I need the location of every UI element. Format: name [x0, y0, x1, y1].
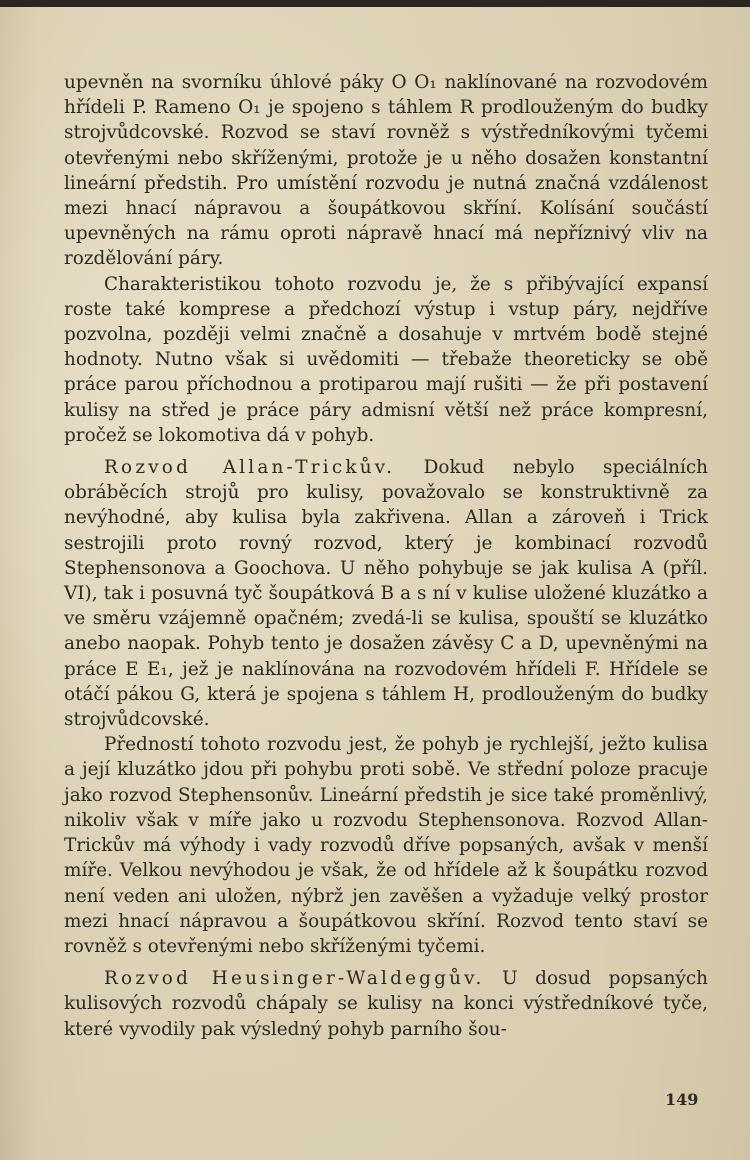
paragraph-2: Charakteristikou tohoto rozvodu je, že s přibývající expansí roste také komprese a předchozí výstup i vstup páry, nejdříve pozvolna, později velmi značně a dosahuje v mrtvém bodě stejné hodnoty. Nutno však si uvědomiti — třebaže theoreticky se obě práce parou příchodnou a protiparou mají rušiti — že při postavení kulisy na střed je práce páry admisní větší než práce kompresní, pročež se lokomotiva dá v pohyb. — [64, 273, 708, 446]
section-text-allan-trick: Dokud nebylo speciálních obráběcích strojů pro kulisy, považovalo se konstruktivně za nevýhodné, aby kulisa byla zakřivena. Allan a zároveň i Trick sestrojili proto rovný rozvod, který je kombinací rozvodů Stephensonova a Goochova. U něho pohybuje se jak kulisa A (příl. VI), tak i posuvná tyč šoupátková B a s ní v kulise uložené kluzátko a ve směru vzájemně opačném; zvedá-li se kulisa, spouští se kluzátko anebo naopak. Pohyb tento je dosažen závěsy C a D, upevněnými na práce E E₁, jež je naklínována na rozvodovém hřídeli F. Hřídele se otáčí pákou G, která je spojena s táhlem H, prodlouženým do budky strojvůdcovské. — [64, 457, 708, 731]
section-allan-trick — [64, 455, 708, 732]
paragraph-4: Předností tohoto rozvodu jest, že pohyb je rychlejší, ježto kulisa a její kluzátko jdou při pohybu proti sobě. Ve střední poloze pracuje jako rozvod Stephensonův. Lineární předstih je sice také proměnlivý, nikoliv však v míře jako u rozvodu Stephensonova. Rozvod Allan-Trickův má výhody i vady rozvodů dříve popsaných, avšak v menší míře. Velkou nevýhodou je však, že od hřídele až k šoupátku rozvod není veden ani uložen, nýbrž jen zavěšen a vyžaduje velký prostor mezi hnací nápravou a šoupátkovou skříní. Rozvod tento staví se rovněž s otevřenými nebo skříženými tyčemi. — [64, 734, 708, 957]
section-text-heusinger: U dosud popsaných kulisových rozvodů chápaly se kulisy na konci výstředníkové tyče, které vyvodily pak výsledný pohyb parního šou- — [64, 968, 708, 1040]
section-heading-heusinger: Rozvod Heusinger-Waldeggův. — [104, 968, 485, 990]
paragraph-1: upevněn na svorníku úhlové páky O O₁ naklínované na rozvodovém hřídeli P. Rameno O₁ je spojeno s táhlem R prodlouženým do budky strojvůdcovské. Rozvod se staví rovněž s výstředníkovými tyčemi otevřenými nebo skříženými, protože je u něho dosažen konstantní lineární předstih. Pro umístění rozvodu je nutná značná vzdálenost mezi hnací nápravou a šoupátkovou skříní. Kolísání součástí upevněných na rámu oproti nápravě hnací má nepříznivý vliv na rozdělování páry. — [64, 72, 708, 270]
page-top-edge — [0, 0, 750, 7]
page-number: 149 — [665, 1090, 699, 1109]
body-text — [64, 70, 708, 1042]
section-heusinger — [64, 966, 708, 1042]
section-heading-allan-trick: Rozvod Allan-Trickův. — [104, 457, 396, 479]
